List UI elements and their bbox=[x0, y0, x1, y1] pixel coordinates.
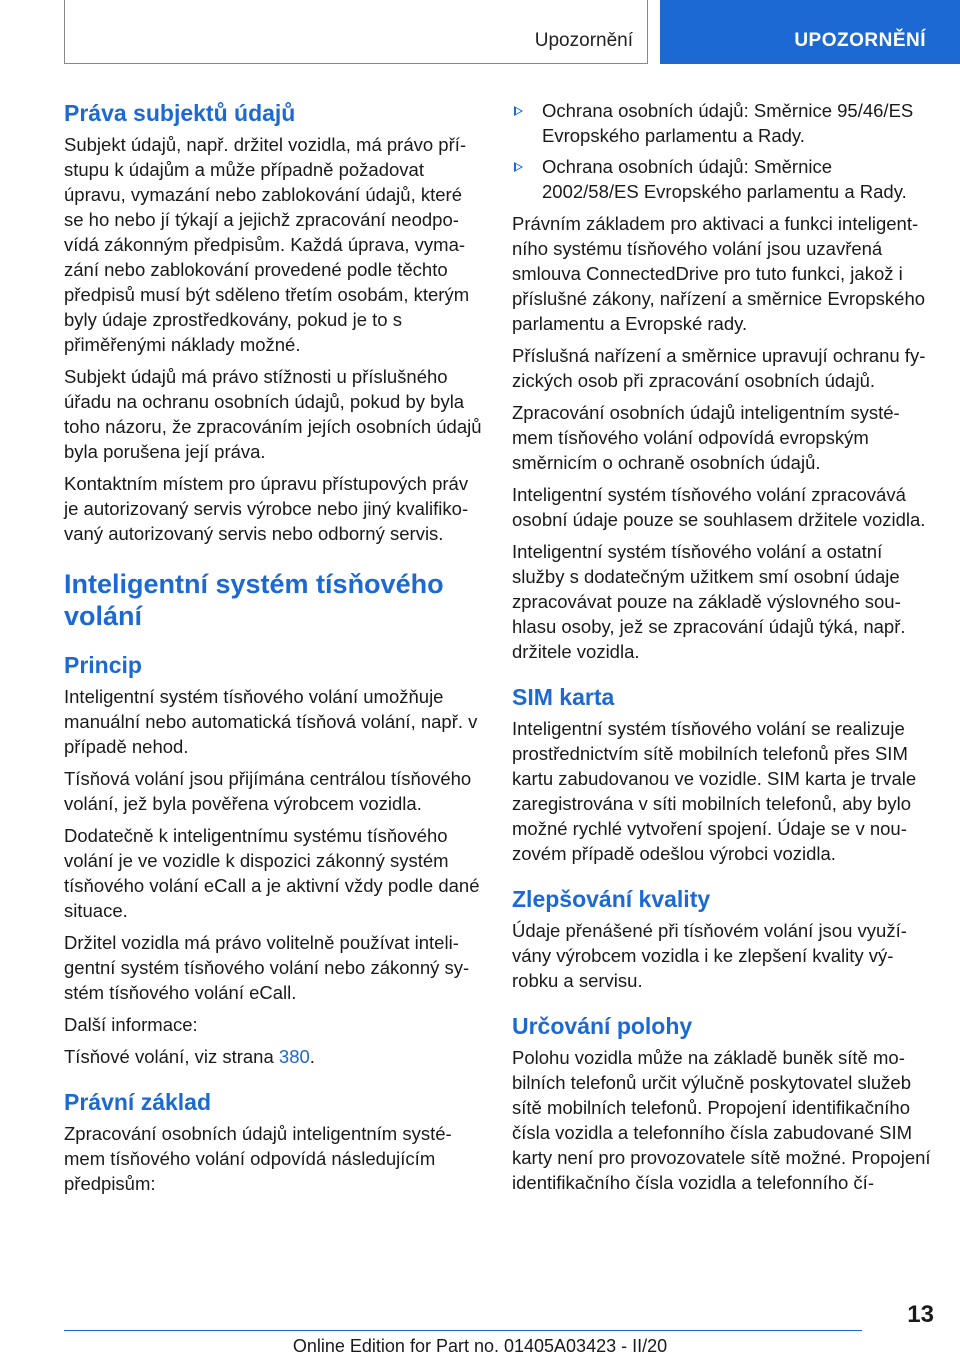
paragraph: Právním základem pro aktivaci a funkci inteligentního systému tísňového volání jsou uzavřená smlouva ConnectedDrive pro tuto funkci, jakož i příslušné zákony, nařízení a směrnice Evropského parlamentu a Evropské rady. bbox=[512, 213, 926, 334]
triangle-bullet-icon bbox=[514, 162, 523, 172]
directive-list bbox=[512, 98, 932, 204]
paragraph: Subjekt údajů, např. držitel vozidla, má právo přístupu k údajům a může případně požadovat úpravu, vymazání nebo zablokování údajů, které se ho nebo jí týkají a jejichž zpracování neodpovídá zákonným předpisům. Každá úprava, vymazání nebo zablokování provedené podle těchto předpisů musí být sděleno třetím osobám, kterým byly údaje zprostředkovány, pokud je to s přiměřenými náklady možné. bbox=[64, 134, 470, 355]
cross-reference-end: . bbox=[309, 1046, 315, 1067]
list-item bbox=[512, 154, 932, 204]
heading-sim-card: SIM karta bbox=[512, 684, 615, 710]
page-number: 13 bbox=[907, 1301, 934, 1328]
paragraph: Inteligentní systém tísňového volání zpracovává osobní údaje pouze se souhlasem držitele vozidla. bbox=[512, 484, 926, 530]
paragraph: Držitel vozidla má právo volitelně používat inteligentní systém tísňového volání nebo zákonný systém tísňového volání eCall. bbox=[64, 932, 470, 1003]
footer-divider bbox=[64, 1330, 862, 1331]
running-header-chapter-tab bbox=[660, 0, 960, 64]
paragraph: Údaje přenášené při tísňovém volání jsou využívány výrobcem vozidla i ke zlepšení kvality výrobku a servisu. bbox=[512, 920, 907, 991]
paragraph: Zpracování osobních údajů inteligentním systémem tísňového volání odpovídá evropským směrnicím o ochraně osobních údajů. bbox=[512, 402, 900, 473]
right-column bbox=[512, 98, 932, 1202]
paragraph: Subjekt údajů má právo stížnosti u příslušného úřadu na ochranu osobních údajů, pokud by byla toho názoru, že zpracováním jejích osobních údajů byla porušena její práva. bbox=[64, 366, 482, 462]
cross-reference-paragraph bbox=[64, 1044, 484, 1069]
paragraph: Zpracování osobních údajů inteligentním systémem tísňového volání odpovídá následujícím předpisům: bbox=[64, 1123, 452, 1194]
running-header-section bbox=[64, 0, 648, 64]
paragraph: Inteligentní systém tísňového volání umožňuje manuální nebo automatická tísňová volání, např. v případě nehod. bbox=[64, 686, 478, 757]
triangle-bullet-icon bbox=[514, 106, 523, 116]
heading-data-subject-rights: Práva subjektů údajů bbox=[64, 100, 296, 126]
cross-reference-text: Tísňové volání, viz strana bbox=[64, 1046, 279, 1067]
heading-principle: Princip bbox=[64, 652, 142, 678]
header-section-title: Upozornění bbox=[534, 30, 633, 51]
paragraph: Polohu vozidla může na základě buněk sítě mobilních telefonů určit výlučně poskytovatel služeb sítě mobilních telefonů. Propojení identifikačního čísla vozidla a telefonního čísla zabudované SIM karty není pro provozovatele sítě možné. Propojení identifikačního čísla vozidla a telefonního čí- bbox=[512, 1047, 931, 1193]
footer-edition-text: Online Edition for Part no. 01405A03423 - II/20 bbox=[292, 1336, 668, 1356]
list-item-text: Ochrana osobních údajů: Směrnice 2002/58/ES Evropského parlamentu a Rady. bbox=[542, 156, 907, 202]
heading-emergency-call-system: Inteligentní systém tísňového volání bbox=[64, 569, 444, 631]
heading-legal-basis: Právní základ bbox=[64, 1089, 212, 1115]
page-reference-link[interactable]: 380 bbox=[278, 1046, 310, 1067]
heading-location: Určování polohy bbox=[512, 1013, 693, 1039]
paragraph: Dodatečně k inteligentnímu systému tísňového volání je ve vozidle k dispozici zákonný systém tísňového volání eCall a je aktivní vždy podle dané situace. bbox=[64, 825, 480, 921]
paragraph: Příslušná nařízení a směrnice upravují ochranu fyzických osob při zpracování osobních údajů. bbox=[512, 345, 926, 391]
header-chapter-title: UPOZORNĚNÍ bbox=[794, 30, 926, 51]
list-item-text: Ochrana osobních údajů: Směrnice 95/46/ES Evropského parlamentu a Rady. bbox=[542, 100, 914, 146]
paragraph: Inteligentní systém tísňového volání se realizuje prostřednictvím sítě mobilních telefonů přes SIM kartu zabudovanou ve vozidle. SIM karta je trvale zaregistrována v síti mobilních telefonů, aby bylo možné rychlé vytvoření spojení. Údaje se v nouzovém případě odešlou výrobci vozidla. bbox=[512, 718, 917, 864]
paragraph: Tísňová volání jsou přijímána centrálou tísňového volání, jež byla pověřena výrobcem vozidla. bbox=[64, 768, 472, 814]
left-column bbox=[64, 98, 484, 1203]
heading-quality-improvement: Zlepšování kvality bbox=[512, 886, 711, 912]
paragraph: Inteligentní systém tísňového volání a ostatní služby s dodatečným užitkem smí osobní údaje zpracovávat pouze na základě výslovného souhlasu osoby, jež se zpracování údajů týká, např. držitele vozidla. bbox=[512, 541, 906, 662]
paragraph: Další informace: bbox=[64, 1014, 198, 1035]
list-item bbox=[512, 98, 932, 148]
paragraph: Kontaktním místem pro úpravu přístupových práv je autorizovaný servis výrobce nebo jiný kvalifikovaný autorizovaný servis nebo odborný servis. bbox=[64, 473, 469, 544]
